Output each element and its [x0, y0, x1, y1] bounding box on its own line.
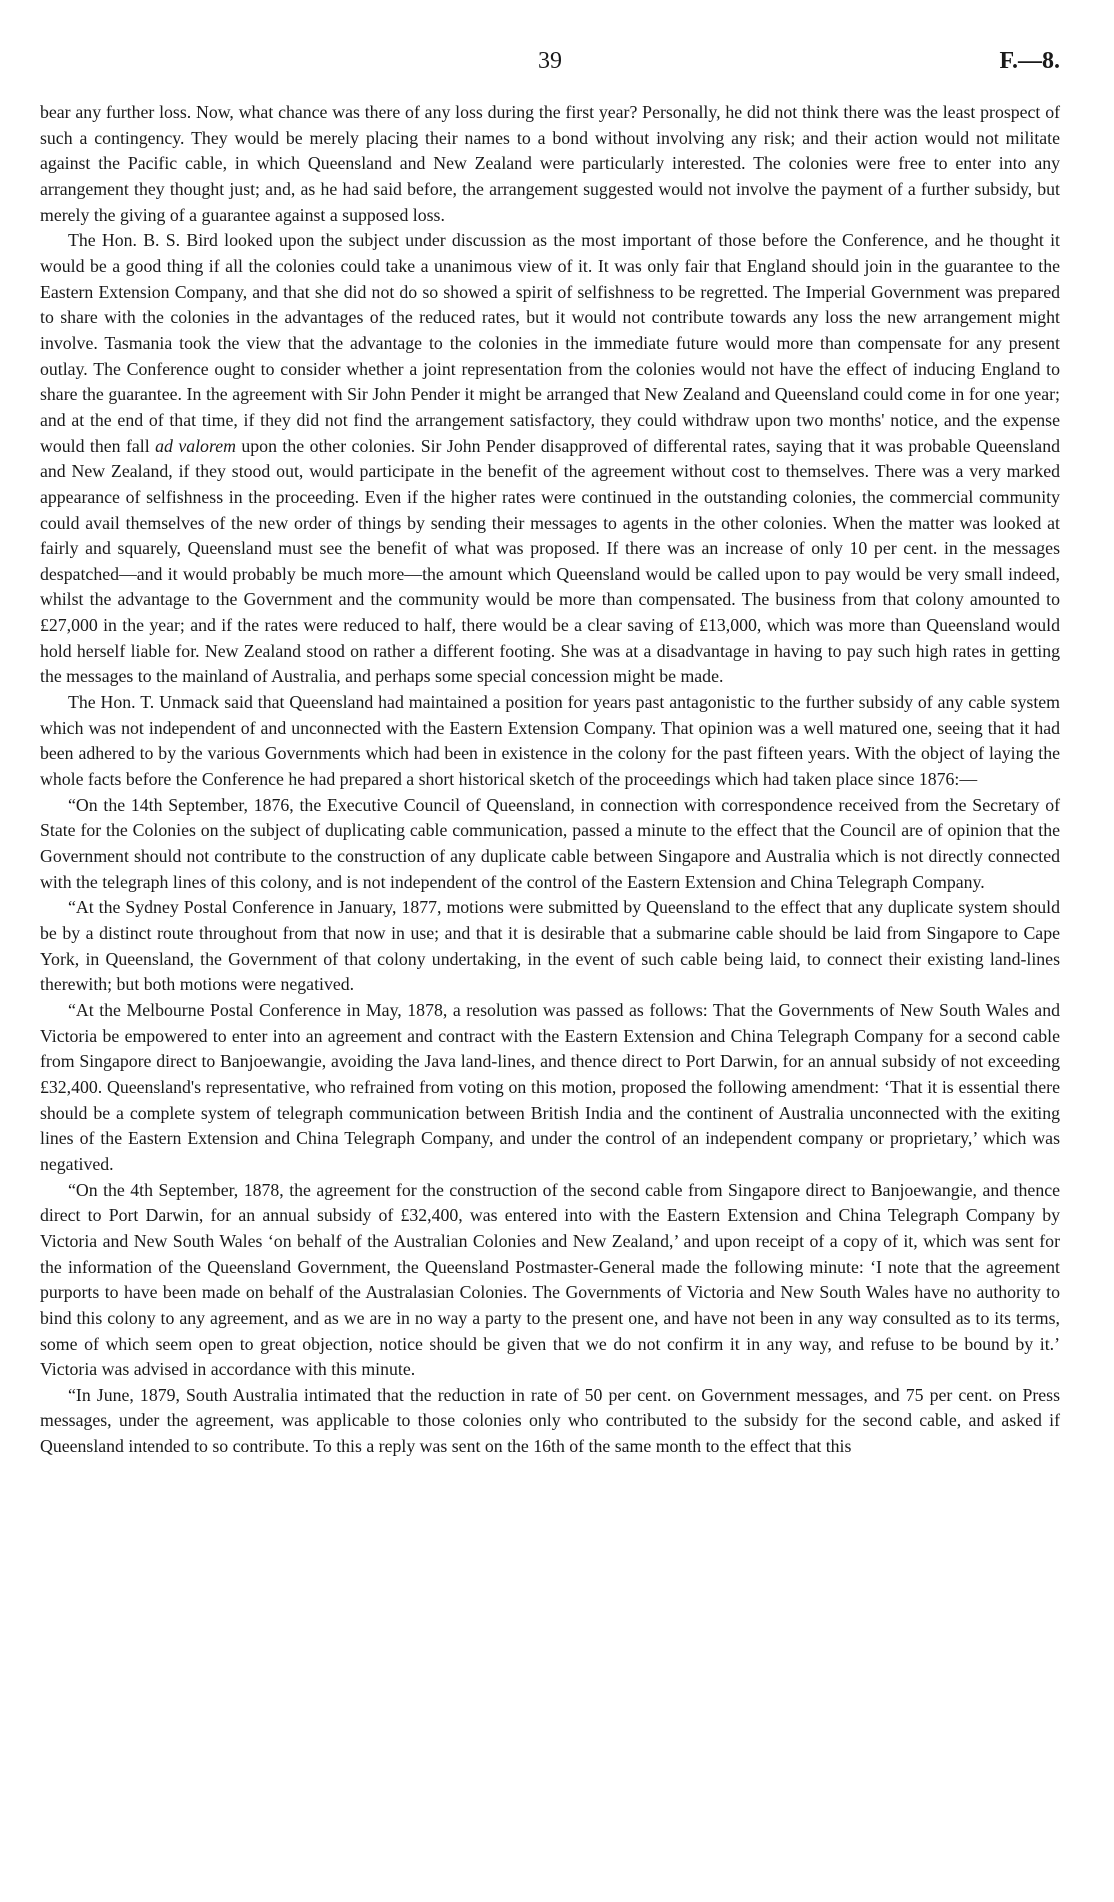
document-page	[40, 48, 1060, 1460]
body-text	[40, 100, 1060, 1460]
document-reference: F.—8.	[999, 48, 1060, 74]
paragraph: “At the Sydney Postal Conference in January, 1877, motions were submitted by Queensland to the effect that any duplicate system should be by a distinct route throughout from that now in use; and that it is desirable that a submarine cable should be laid from Singapore to Cape York, in Queensland, the Government of that colony undertaking, in the event of such cable being laid, to connect their existing land-lines therewith; but both motions were negatived.	[40, 897, 1060, 995]
paragraph: bear any further loss. Now, what chance was there of any loss during the first year? Personally, he did not think there was the least prospect of such a contingency. They would be merely placing their names to a bond without involving any risk; and their action would not militate against the Pacific cable, in which Queensland and New Zealand were particularly interested. The colonies were free to enter into any arrangement they thought just; and, as he had said before, the arrangement suggested would not involve the payment of a further subsidy, but merely the giving of a guarantee against a supposed loss.	[40, 102, 1060, 225]
paragraph: “On the 14th September, 1876, the Executive Council of Queensland, in connection with correspondence received from the Secretary of State for the Colonies on the subject of duplicating cable communication, passed a minute to the effect that the Council are of opinion that the Government should not contribute to the construction of any duplicate cable between Singapore and Australia which is not directly connected with the telegraph lines of this colony, and is not independent of the control of the Eastern Extension and China Telegraph Company.	[40, 794, 1060, 892]
paragraph: “On the 4th September, 1878, the agreement for the construction of the second cable from Singapore direct to Banjoewangie, and thence direct to Port Darwin, for an annual subsidy of £32,400, was entered into with the Eastern Extension and China Telegraph Company by Victoria and New South Wales ‘on behalf of the Australian Colonies and New Zealand,’ and upon receipt of a copy of it, which was sent for the information of the Queensland Government, the Queensland Postmaster-General made the following minute: ‘I note that the agreement purports to have been made on behalf of the Australasian Colonies. The Governments of Victoria and New South Wales have no authority to bind this colony to any agreement, and as we are in no way a party to the present one, and have not been in any way consulted as to its terms, some of which seem open to great objection, notice should be given that we do not confirm it in any way, and refuse to be bound by it.’ Victoria was advised in accordance with this minute.	[40, 1179, 1060, 1380]
paragraph: “At the Melbourne Postal Conference in May, 1878, a resolution was passed as follows: That the Governments of New South Wales and Victoria be empowered to enter into an agreement and contract with the Eastern Extension and China Telegraph Company for a second cable from Singapore direct to Banjoewangie, avoiding the Java land-lines, and thence direct to Port Darwin, for an annual subsidy of not exceeding £32,400. Queensland's representative, who refrained from voting on this motion, proposed the following amendment: ‘That it is essential there should be a complete system of telegraph communication between British India and the continent of Australia unconnected with the exiting lines of the Eastern Extension and China Telegraph Company, and under the control of an independent company or proprietary,’ which was negatived.	[40, 999, 1060, 1174]
paragraph: The Hon. T. Unmack said that Queensland had maintained a position for years past antagonistic to the further subsidy of any cable system which was not independent of and unconnected with the Eastern Extension Company. That opinion was a well matured one, seeing that it had been adhered to by the various Governments which had been in existence in the colony for the past fifteen years. With the object of laying the whole facts before the Conference he had prepared a short historical sketch of the proceedings which had taken place since 1876:—	[40, 692, 1060, 790]
page-header	[40, 48, 1060, 88]
paragraph: The Hon. B. S. Bird looked upon the subject under discussion as the most important of those before the Conference, and he thought it would be a good thing if all the colonies could take a unanimous view of it. It was only fair that England should join in the guarantee to the Eastern Extension Company, and that she did not do so showed a spirit of selfishness to be regretted. The Imperial Government was prepared to share with the colonies in the advantages of the reduced rates, but it would not contribute towards any loss the new arrangement might involve. Tasmania took the view that the advantage to the colonies in the immediate future would more than compensate for any present outlay. The Conference ought to consider whether a joint representation from the colonies would not have the effect of inducing England to share the guarantee. In the agreement with Sir John Pender it might be arranged that New Zealand and Queensland could come in for one year; and at the end of that time, if they did not find the arrangement satisfactory, they could withdraw upon two months' notice, and the expense would then fall ad valorem upon the other colonies. Sir John Pender disapproved of differental rates, saying that it was probable Queensland and New Zealand, if they stood out, would participate in the benefit of the agreement without cost to themselves. There was a very marked appearance of selfishness in the proceeding. Even if the higher rates were continued in the outstanding colonies, the commercial community could avail themselves of the new order of things by sending their messages to agents in the other colonies. When the matter was looked at fairly and squarely, Queensland must see the benefit of what was proposed. If there was an increase of only 10 per cent. in the messages despatched—and it would probably be much more—the amount which Queensland would be called upon to pay would be very small indeed, whilst the advantage to the Government and the community would be more than compensated. The business from that colony amounted to £27,000 in the year; and if the rates were reduced to half, there would be a clear saving of £13,000, which was more than Queensland would hold herself liable for. New Zealand stood on rather a different footing. She was at a disadvantage in having to pay such high rates in getting the messages to the mainland of Australia, and perhaps some special concession might be made.	[40, 230, 1060, 687]
italic-phrase: ad valorem	[155, 435, 236, 456]
page-number: 39	[538, 48, 562, 74]
paragraph: “In June, 1879, South Australia intimated that the reduction in rate of 50 per cent. on Government messages, and 75 per cent. on Press messages, under the agreement, was applicable to those colonies only who contributed to the subsidy for the second cable, and asked if Queensland intended to so contribute. To this a reply was sent on the 16th of the same month to the effect that this	[40, 1384, 1060, 1457]
